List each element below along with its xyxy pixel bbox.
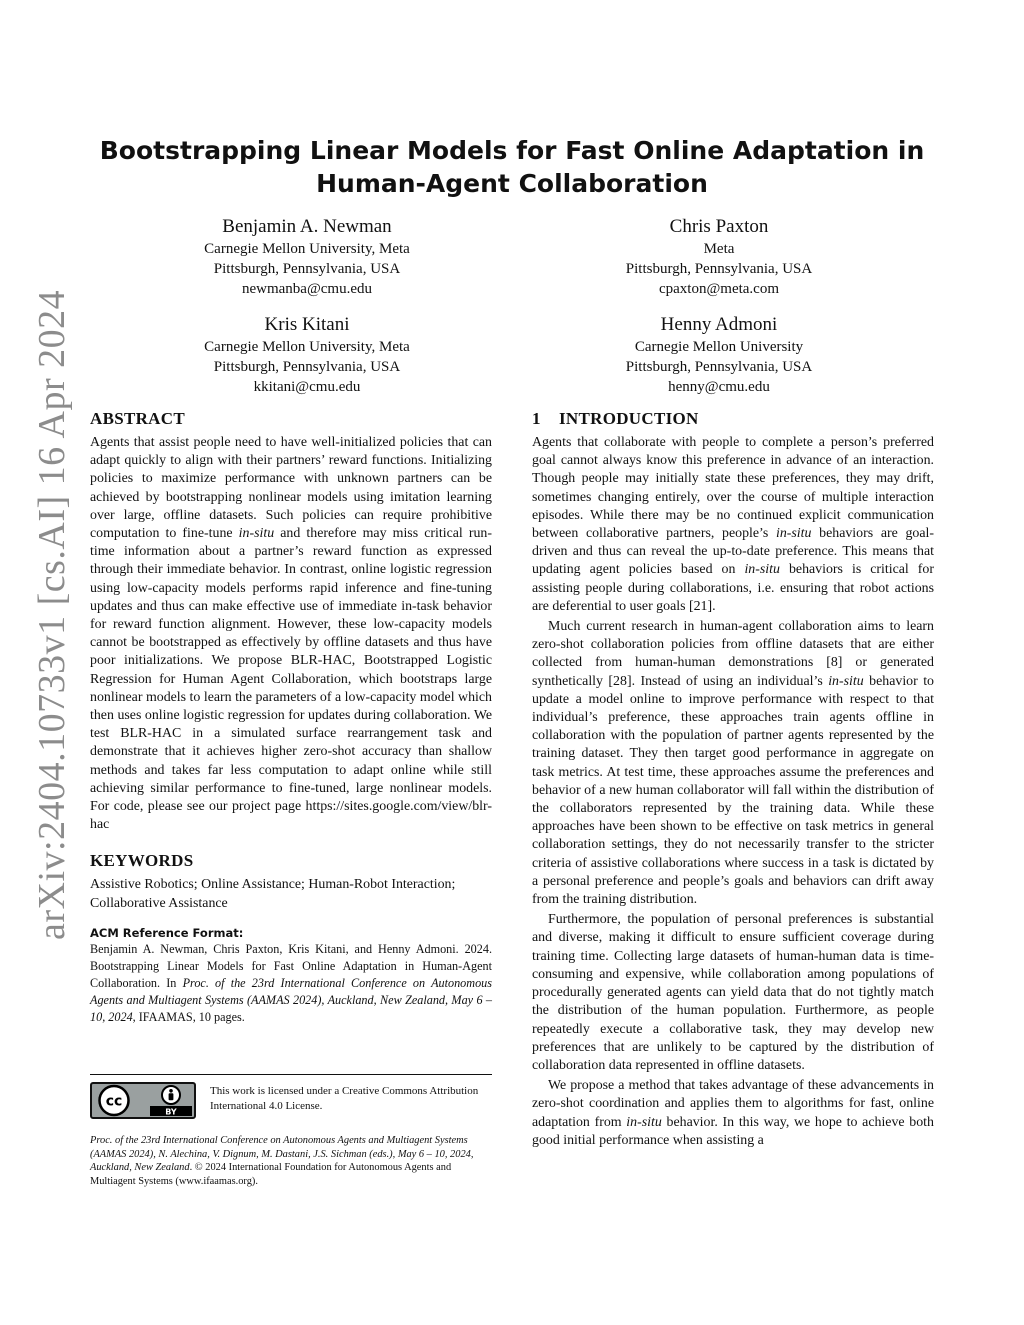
right-column (532, 408, 934, 1150)
italic-span: in-situ (828, 673, 864, 689)
arxiv-identifier[interactable]: arXiv:2404.10733v1 [cs.AI] 16 Apr 2024 (31, 289, 73, 940)
abstract-italic: in-situ (238, 526, 275, 542)
title-line-1: Bootstrapping Linear Models for Fast Online Adaptation in (99, 136, 925, 165)
author-block-paxton (549, 215, 889, 299)
person-head (169, 1089, 173, 1093)
license-divider (90, 1074, 492, 1075)
proc-line (90, 1134, 494, 1148)
author-affiliation: Carnegie Mellon University (634, 339, 804, 355)
intro-paragraph-2 (532, 618, 934, 909)
author-name: Benjamin A. Newman (222, 216, 392, 237)
abstract-text (90, 434, 492, 834)
abstract-heading: ABSTRACT (90, 409, 185, 428)
person-body (169, 1093, 174, 1100)
left-column (90, 408, 492, 1026)
italic-span: in-situ (744, 562, 780, 578)
intro-paragraph-4 (532, 1077, 934, 1150)
by-glyph: BY (165, 1107, 177, 1117)
italic-span: in-situ (775, 526, 812, 542)
author-location: Pittsburgh, Pennsylvania, USA (213, 261, 401, 277)
text-span: behavior. In this way, we hope to achieve both good initial performance when assisting a (532, 1114, 934, 1148)
intro-paragraph-1 (532, 434, 934, 616)
license-text: This work is licensed under a Creative Commons Attribution International 4.0 License. (210, 1085, 479, 1112)
cc-glyph: cc (105, 1093, 123, 1110)
proc-line-2: (AAMAS 2024), N. Alechina, V. Dignum, M. Dastani, J.S. Sichman (eds.), May 6 – 10, 2024, (90, 1148, 474, 1160)
author-name: Kris Kitani (264, 314, 350, 335)
paper-title (90, 134, 934, 200)
author-affiliation: Carnegie Mellon University, Meta (204, 241, 410, 257)
author-location: Pittsburgh, Pennsylvania, USA (625, 359, 813, 375)
acm-reference-part: Benjamin A. Newman, Chris Paxton, Kris Kitani, and Henny Admoni. 2024. Bootstrapping Linear Models for Fast Online Adaptation in Human-Agent Collaboration. In (90, 941, 492, 990)
author-name: Chris Paxton (669, 216, 769, 237)
keywords-heading: KEYWORDS (90, 851, 194, 871)
cc-by-logo (92, 1084, 194, 1117)
text-span: behaviors are goal-driven and thus can reveal the up-to-date preference. This means that updating agent policies based on (532, 526, 934, 578)
proc-line-3b: . © 2024 International Foundation for Autonomous Agents and (189, 1162, 452, 1173)
author-affiliation: Carnegie Mellon University, Meta (204, 339, 410, 355)
author-location: Pittsburgh, Pennsylvania, USA (625, 261, 813, 277)
text-span: We propose a method that takes advantage of these advancements in zero-shot coordination and applies them to algorithms for fast, online adaptation from (532, 1078, 934, 1130)
author-block-admoni (549, 313, 889, 397)
author-block-kitani (137, 313, 477, 397)
author-email[interactable]: cpaxton@meta.com (658, 281, 780, 297)
proc-line-1: Proc. of the 23rd International Conference on Autonomous Agents and Multiagent Systems (90, 1135, 468, 1146)
author-name: Henny Admoni (660, 314, 778, 335)
text-span: behaviors is critical for assisting people during collaborations, i.e. ensuring that robot actions are deferential to user goals [21]. (532, 562, 934, 614)
acm-reference-label: ACM Reference Format: (90, 925, 244, 940)
author-affiliation: Meta (703, 241, 735, 257)
acm-reference-text (90, 941, 492, 1026)
author-block-newman (137, 215, 477, 299)
text-span: behavior to update a model online to improve performance with respect to that individual’s preference, these approaches train agents offline in collaboration with the population of partner agents represented by the training dataset. They then target good performance in aggregate on task metrics. At test time, these approaches assume the preferences and behavior of a new human collaborator will fall within the distribution of the collaborators represented by the training data. While these approaches have been shown to be effective on task metrics in general collaboration settings, they do not necessarily transfer to the stricter criteria of assistive collaborations where success in a task is dictated by a personal preference and people’s goals and behaviors can drift away from the training distribution. (532, 673, 934, 908)
acm-reference-part: , IFAAMAS, 10 pages. (132, 1009, 245, 1024)
title-line-2: Human-Agent Collaboration (316, 169, 708, 198)
proc-line (90, 1161, 494, 1175)
keywords-text: Assistive Robotics; Online Assistance; Human-Robot Interaction; Collaborative Assistance (90, 877, 456, 911)
proc-line: Multiagent Systems (www.ifaamas.org). (90, 1175, 258, 1187)
abstract-text-part: Agents that assist people need to have well-initialized policies that can adapt quickly to align with their partners’ reward functions. Initializing policies to maximize performance with unknown partners can be achieved by bootstrapping nonlinear models using imitation learning over large, offline datasets. Such policies can require prohibitive computation to fine-tune (90, 435, 492, 542)
author-email[interactable]: kkitani@cmu.edu (253, 379, 361, 395)
intro-paragraph-3: Furthermore, the population of personal preferences is substantial and diverse, making it difficult to ensure sufficient coverage during training time. Collecting large datasets of human-human data is time-consuming and expensive, while collaboration among populations of procedurally generated agents can yield data that do not tightly match the distribution of the human population. Furthermore, as people repeatedly execute a collaborative task, they may develop new preferences that are unlikely to be captured by the distribution of collaboration data represented in offline datasets. (532, 912, 934, 1073)
proc-line (90, 1148, 494, 1162)
text-span: Much current research in human-agent collaboration aims to learn zero-shot collaboration policies from offline datasets that are either collected from human-human demonstrations [8] or generated synthetically [28]. Instead of using an individual’s (532, 619, 934, 689)
italic-span: in-situ (626, 1114, 662, 1130)
author-location: Pittsburgh, Pennsylvania, USA (213, 359, 401, 375)
author-email[interactable]: henny@cmu.edu (668, 379, 770, 395)
abstract-text-part: and therefore may miss critical run-time information about a partner’s reward function as expressed through their immediate behavior. In contrast, online logistic regression using low-capacity models performs rapid inference and fine-tuning updates and thus can make effective use of immediate in-task behavior for reward function alignment. However, these low-capacity models cannot be bootstrapped as effectively by offline datasets and thus have poor initializations. We propose BLR-HAC, Bootstrapped Logistic Regression for Human Agent Collaboration, which bootstraps large nonlinear models to learn the parameters of a low-capacity model which then uses online logistic regression for updates during collaboration. We test BLR-HAC in a simulated surface rearrangement task and demonstrate that it achieves higher zero-shot accuracy than shallow methods and takes far less computation to adapt online while still achieving similar performance to fine-tuned, large nonlinear models. For code, please see our project page https://sites.google.com/view/blr-hac (90, 526, 492, 833)
cc-by-badge[interactable] (90, 1082, 196, 1119)
text-span: Agents that collaborate with people to complete a person’s preferred goal cannot always know this preference in advance of an interaction. Though people may initially state these preferences, they may drift, sometimes changing entirely, over the course of multiple interaction episodes. While there may be no continued explicit communication between collaborative partners, people’s (532, 435, 934, 542)
introduction-heading (532, 408, 934, 430)
proc-line-3a: Auckland, New Zealand (90, 1162, 190, 1173)
section-number: 1 (532, 409, 541, 428)
proceedings-footnote (90, 1134, 494, 1188)
acm-reference-venue: Proc. of the 23rd International Conference on Autonomous Agents and Multiagent Systems (AAMAS 2024), Auckland, New Zealand, May 6 – 10, 2024 (90, 975, 493, 1024)
author-email[interactable]: newmanba@cmu.edu (241, 281, 373, 297)
section-title: INTRODUCTION (559, 409, 699, 428)
